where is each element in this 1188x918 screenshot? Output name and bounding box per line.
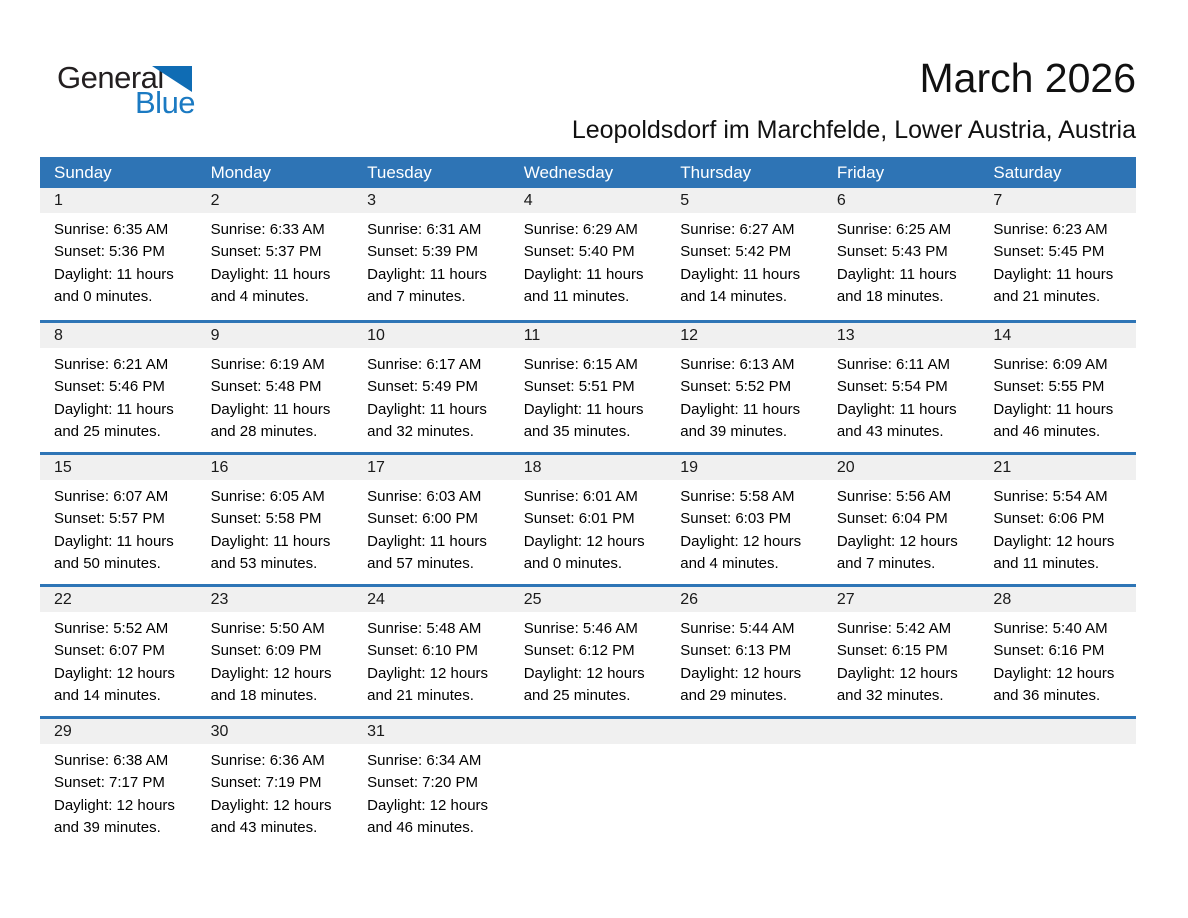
day-cell <box>40 719 197 848</box>
sunrise-text: Sunrise: 5:52 AM <box>54 620 169 637</box>
daylight-text: Daylight: 12 hours and 7 minutes. <box>836 532 958 573</box>
sunrise-text: Sunrise: 5:50 AM <box>210 620 325 637</box>
sunset-text: Sunset: 7:19 PM <box>210 774 322 792</box>
sunset-text: Sunset: 6:15 PM <box>836 642 948 660</box>
day-cell-empty <box>979 719 1136 848</box>
daylight-text: Daylight: 12 hours and 14 minutes. <box>54 664 175 705</box>
daylight-text: Daylight: 11 hours and 21 minutes. <box>993 265 1114 306</box>
day-cell <box>666 455 823 584</box>
day-cell <box>823 455 980 584</box>
sunrise-text: Sunrise: 5:46 AM <box>523 620 638 637</box>
day-number: 8 <box>40 323 197 348</box>
sunrise-text: Sunrise: 6:09 AM <box>993 356 1108 373</box>
day-number: 26 <box>666 587 823 612</box>
day-number: 5 <box>666 188 823 213</box>
day-number: 4 <box>510 188 667 213</box>
daylight-text: Daylight: 11 hours and 7 minutes. <box>367 265 487 306</box>
weekday-monday: Monday <box>210 162 272 182</box>
day-cell <box>197 587 354 716</box>
sunrise-text: Sunrise: 6:15 AM <box>523 356 638 373</box>
sunset-text: Sunset: 5:52 PM <box>680 378 792 396</box>
sunrise-text: Sunrise: 6:27 AM <box>680 221 795 238</box>
weekday-sunday: Sunday <box>54 162 112 182</box>
day-cell <box>979 188 1136 320</box>
sunset-text: Sunset: 6:12 PM <box>523 642 635 660</box>
day-number: 19 <box>666 455 823 480</box>
daylight-text: Daylight: 12 hours and 4 minutes. <box>680 532 802 573</box>
day-number: 1 <box>40 188 197 213</box>
day-cell <box>979 587 1136 716</box>
sunset-text: Sunset: 5:37 PM <box>210 243 322 261</box>
weekday-tuesday: Tuesday <box>367 162 432 182</box>
day-number <box>823 719 980 744</box>
daylight-text: Daylight: 11 hours and 4 minutes. <box>210 265 331 306</box>
sunset-text: Sunset: 6:09 PM <box>210 642 322 660</box>
sunrise-text: Sunrise: 5:42 AM <box>836 620 952 637</box>
sunset-text: Sunset: 5:45 PM <box>993 243 1105 261</box>
sunrise-text: Sunrise: 6:23 AM <box>993 221 1108 238</box>
day-cell <box>666 188 823 320</box>
daylight-text: Daylight: 11 hours and 28 minutes. <box>210 400 331 441</box>
day-cell <box>353 719 510 848</box>
daylight-text: Daylight: 11 hours and 14 minutes. <box>680 265 801 306</box>
sunrise-text: Sunrise: 6:11 AM <box>836 356 950 373</box>
sunrise-text: Sunrise: 6:03 AM <box>367 488 482 505</box>
sunset-text: Sunset: 5:55 PM <box>993 378 1105 396</box>
sunrise-text: Sunrise: 6:25 AM <box>836 221 952 238</box>
sunrise-text: Sunrise: 6:19 AM <box>210 356 325 373</box>
daylight-text: Daylight: 11 hours and 0 minutes. <box>54 265 174 306</box>
sunset-text: Sunset: 5:57 PM <box>54 510 165 528</box>
daylight-text: Daylight: 12 hours and 32 minutes. <box>836 664 958 705</box>
day-number: 20 <box>823 455 980 480</box>
logo-word-general: General <box>57 60 164 95</box>
daylight-text: Daylight: 12 hours and 46 minutes. <box>367 796 489 837</box>
sunrise-text: Sunrise: 6:33 AM <box>210 221 325 238</box>
day-cell <box>823 188 980 320</box>
sunrise-text: Sunrise: 6:34 AM <box>367 752 482 769</box>
day-cell <box>197 455 354 584</box>
sunset-text: Sunset: 5:42 PM <box>680 243 792 261</box>
day-cell-empty <box>666 719 823 848</box>
week-row-1 <box>40 188 1136 320</box>
sunset-text: Sunset: 5:49 PM <box>367 378 479 396</box>
day-cell <box>510 455 667 584</box>
sunset-text: Sunset: 6:10 PM <box>367 642 479 660</box>
sunrise-text: Sunrise: 5:54 AM <box>993 488 1108 505</box>
day-number: 31 <box>353 719 510 744</box>
day-number <box>510 719 667 744</box>
week-row-2 <box>40 320 1136 452</box>
sunrise-text: Sunrise: 6:07 AM <box>54 488 169 505</box>
general-blue-logo <box>57 62 217 122</box>
daylight-text: Daylight: 11 hours and 39 minutes. <box>680 400 801 441</box>
day-cell <box>979 323 1136 452</box>
sunrise-text: Sunrise: 6:17 AM <box>367 356 482 373</box>
sunset-text: Sunset: 6:03 PM <box>680 510 792 528</box>
sunset-text: Sunset: 5:58 PM <box>210 510 322 528</box>
weekday-saturday: Saturday <box>993 162 1062 182</box>
day-cell <box>510 323 667 452</box>
day-number: 22 <box>40 587 197 612</box>
day-number: 28 <box>979 587 1136 612</box>
day-number: 13 <box>823 323 980 348</box>
day-cell <box>823 323 980 452</box>
sunset-text: Sunset: 5:51 PM <box>523 378 635 396</box>
sunrise-text: Sunrise: 6:31 AM <box>367 221 482 238</box>
sunset-text: Sunset: 6:00 PM <box>367 510 479 528</box>
day-number: 9 <box>197 323 354 348</box>
day-cell-empty <box>823 719 980 848</box>
sunset-text: Sunset: 6:06 PM <box>993 510 1105 528</box>
daylight-text: Daylight: 12 hours and 39 minutes. <box>54 796 175 837</box>
day-cell <box>197 323 354 452</box>
sunrise-text: Sunrise: 6:38 AM <box>54 752 169 769</box>
daylight-text: Daylight: 12 hours and 25 minutes. <box>523 664 645 705</box>
daylight-text: Daylight: 12 hours and 11 minutes. <box>993 532 1115 573</box>
day-number: 15 <box>40 455 197 480</box>
day-number: 21 <box>979 455 1136 480</box>
daylight-text: Daylight: 12 hours and 21 minutes. <box>367 664 489 705</box>
sunset-text: Sunset: 5:39 PM <box>367 243 479 261</box>
sunrise-text: Sunrise: 6:01 AM <box>523 488 638 505</box>
page-subtitle: Leopoldsdorf im Marchfelde, Lower Austria, Austria <box>571 116 1136 144</box>
week-row-5 <box>40 716 1136 848</box>
day-number: 7 <box>979 188 1136 213</box>
day-number: 12 <box>666 323 823 348</box>
sunset-text: Sunset: 6:07 PM <box>54 642 165 660</box>
sunrise-text: Sunrise: 5:48 AM <box>367 620 482 637</box>
day-number: 30 <box>197 719 354 744</box>
weekday-thursday: Thursday <box>680 162 752 182</box>
day-cell <box>40 323 197 452</box>
day-cell <box>353 188 510 320</box>
day-cell <box>197 719 354 848</box>
sunset-text: Sunset: 5:46 PM <box>54 378 165 396</box>
daylight-text: Daylight: 11 hours and 46 minutes. <box>993 400 1114 441</box>
day-number: 25 <box>510 587 667 612</box>
daylight-text: Daylight: 11 hours and 11 minutes. <box>523 265 644 306</box>
day-cell <box>510 188 667 320</box>
daylight-text: Daylight: 11 hours and 32 minutes. <box>367 400 487 441</box>
day-number: 18 <box>510 455 667 480</box>
sunset-text: Sunset: 7:17 PM <box>54 774 165 792</box>
day-number: 29 <box>40 719 197 744</box>
daylight-text: Daylight: 11 hours and 18 minutes. <box>836 265 957 306</box>
day-cell-empty <box>510 719 667 848</box>
sunrise-text: Sunrise: 6:29 AM <box>523 221 638 238</box>
sunset-text: Sunset: 6:04 PM <box>836 510 948 528</box>
day-number: 6 <box>823 188 980 213</box>
sunset-text: Sunset: 6:16 PM <box>993 642 1105 660</box>
day-cell <box>353 455 510 584</box>
daylight-text: Daylight: 11 hours and 50 minutes. <box>54 532 174 573</box>
sunset-text: Sunset: 5:48 PM <box>210 378 322 396</box>
sunset-text: Sunset: 5:43 PM <box>836 243 948 261</box>
day-cell <box>40 188 197 320</box>
day-number: 24 <box>353 587 510 612</box>
sunset-text: Sunset: 5:40 PM <box>523 243 635 261</box>
day-number <box>979 719 1136 744</box>
sunrise-text: Sunrise: 6:21 AM <box>54 356 169 373</box>
weekday-wednesday: Wednesday <box>523 162 614 182</box>
day-number: 10 <box>353 323 510 348</box>
day-cell <box>353 587 510 716</box>
daylight-text: Daylight: 12 hours and 36 minutes. <box>993 664 1115 705</box>
sunset-text: Sunset: 6:13 PM <box>680 642 792 660</box>
daylight-text: Daylight: 11 hours and 25 minutes. <box>54 400 174 441</box>
daylight-text: Daylight: 12 hours and 0 minutes. <box>523 532 645 573</box>
day-cell <box>823 587 980 716</box>
day-cell <box>666 587 823 716</box>
day-cell <box>197 188 354 320</box>
page-title: March 2026 <box>919 55 1136 101</box>
calendar-table <box>40 157 1136 848</box>
day-number: 23 <box>197 587 354 612</box>
day-cell <box>353 323 510 452</box>
week-row-3 <box>40 452 1136 584</box>
weekday-friday: Friday <box>836 162 885 182</box>
sunrise-text: Sunrise: 6:36 AM <box>210 752 325 769</box>
daylight-text: Daylight: 11 hours and 57 minutes. <box>367 532 487 573</box>
day-number: 14 <box>979 323 1136 348</box>
day-cell <box>510 587 667 716</box>
sunrise-text: Sunrise: 5:56 AM <box>836 488 952 505</box>
daylight-text: Daylight: 11 hours and 53 minutes. <box>210 532 331 573</box>
day-cell <box>666 323 823 452</box>
daylight-text: Daylight: 11 hours and 35 minutes. <box>523 400 644 441</box>
day-cell <box>979 455 1136 584</box>
day-cell <box>40 455 197 584</box>
daylight-text: Daylight: 12 hours and 18 minutes. <box>210 664 332 705</box>
sunset-text: Sunset: 5:54 PM <box>836 378 948 396</box>
weekday-header-row <box>40 157 1136 188</box>
day-number: 11 <box>510 323 667 348</box>
day-cell <box>40 587 197 716</box>
sunset-text: Sunset: 5:36 PM <box>54 243 165 261</box>
day-number: 17 <box>353 455 510 480</box>
daylight-text: Daylight: 12 hours and 43 minutes. <box>210 796 332 837</box>
sunset-text: Sunset: 6:01 PM <box>523 510 635 528</box>
sunrise-text: Sunrise: 6:13 AM <box>680 356 795 373</box>
logo-word-blue: Blue <box>135 85 196 120</box>
week-row-4 <box>40 584 1136 716</box>
sunrise-text: Sunrise: 5:58 AM <box>680 488 795 505</box>
day-number: 2 <box>197 188 354 213</box>
day-number: 27 <box>823 587 980 612</box>
day-number: 16 <box>197 455 354 480</box>
day-number <box>666 719 823 744</box>
daylight-text: Daylight: 12 hours and 29 minutes. <box>680 664 802 705</box>
day-number: 3 <box>353 188 510 213</box>
daylight-text: Daylight: 11 hours and 43 minutes. <box>836 400 957 441</box>
sunrise-text: Sunrise: 5:40 AM <box>993 620 1108 637</box>
sunset-text: Sunset: 7:20 PM <box>367 774 479 792</box>
sunrise-text: Sunrise: 5:44 AM <box>680 620 795 637</box>
sunrise-text: Sunrise: 6:35 AM <box>54 221 169 238</box>
sunrise-text: Sunrise: 6:05 AM <box>210 488 325 505</box>
